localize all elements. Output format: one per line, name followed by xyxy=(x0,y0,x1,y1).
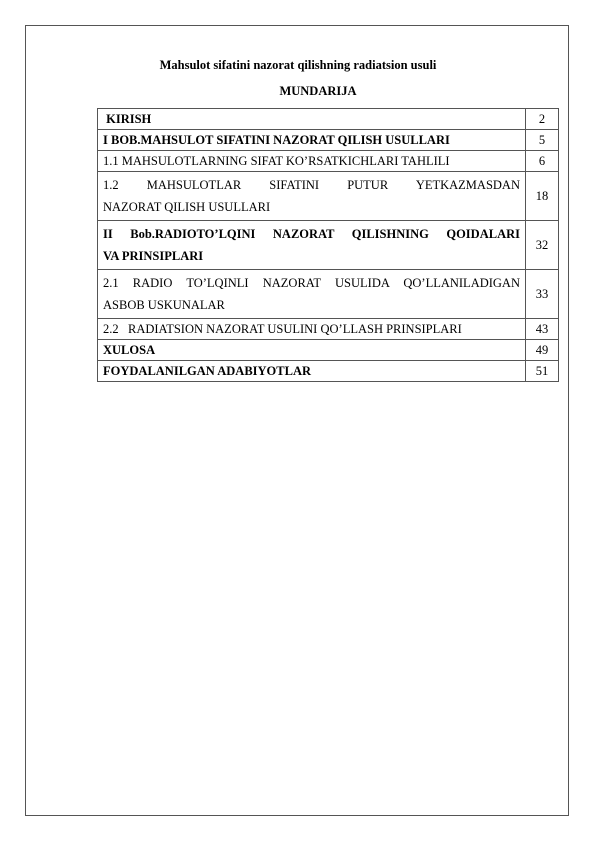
toc-row xyxy=(98,361,559,382)
toc-entry-text: 2.2 RADIATSION NAZORAT USULINI QO’LLASH PRINSIPLARI xyxy=(98,319,526,340)
document-title: Mahsulot sifatini nazorat qilishning radiatsion usuli xyxy=(159,58,437,72)
toc-entry-page: 2 xyxy=(526,109,559,130)
toc-entry-text: XULOSA xyxy=(98,340,526,361)
toc-entry-page: 43 xyxy=(526,319,559,340)
toc-entry-text: KIRISH xyxy=(98,109,526,130)
toc-entry-text xyxy=(98,221,526,270)
toc-entry-page: 32 xyxy=(526,221,559,270)
toc-entry-text xyxy=(98,172,526,221)
toc-entry-text: I BOB.MAHSULOT SIFATINI NAZORAT QILISH USULLARI xyxy=(98,130,526,151)
toc-entry-text: 1.1 MAHSULOTLARNING SIFAT KO’RSATKICHLARI TAHLILI xyxy=(98,151,526,172)
toc-entry-text: FOYDALANILGAN ADABIYOTLAR xyxy=(98,361,526,382)
toc-row xyxy=(98,319,559,340)
toc-entry-line: II Bob.RADIOTO’LQINI NAZORAT QILISHNING QOIDALARI xyxy=(103,227,520,241)
toc-entry-page: 5 xyxy=(526,130,559,151)
toc-row xyxy=(98,270,559,319)
toc-row xyxy=(98,172,559,221)
toc-entry-page: 33 xyxy=(526,270,559,319)
toc-row xyxy=(98,340,559,361)
toc-row xyxy=(98,221,559,270)
toc-entry-page: 49 xyxy=(526,340,559,361)
toc-heading: MUNDARIJA xyxy=(279,84,357,98)
toc-row xyxy=(98,109,559,130)
toc-row xyxy=(98,130,559,151)
toc-entry-page: 18 xyxy=(526,172,559,221)
toc-entry-line: NAZORAT QILISH USULLARI xyxy=(103,200,271,214)
toc-entry-line: ASBOB USKUNALAR xyxy=(103,298,225,312)
toc-entry-line: VA PRINSIPLARI xyxy=(103,249,204,263)
toc-entry-line: 1.2 MAHSULOTLAR SIFATINI PUTUR YETKAZMASDAN xyxy=(103,178,520,192)
toc-entry-line: 2.1 RADIO TO’LQINLI NAZORAT USULIDA QO’LLANILADIGAN xyxy=(103,276,520,290)
toc-entry-page: 6 xyxy=(526,151,559,172)
toc-entry-text xyxy=(98,270,526,319)
table-of-contents xyxy=(97,108,559,382)
toc-row xyxy=(98,151,559,172)
toc-entry-page: 51 xyxy=(526,361,559,382)
